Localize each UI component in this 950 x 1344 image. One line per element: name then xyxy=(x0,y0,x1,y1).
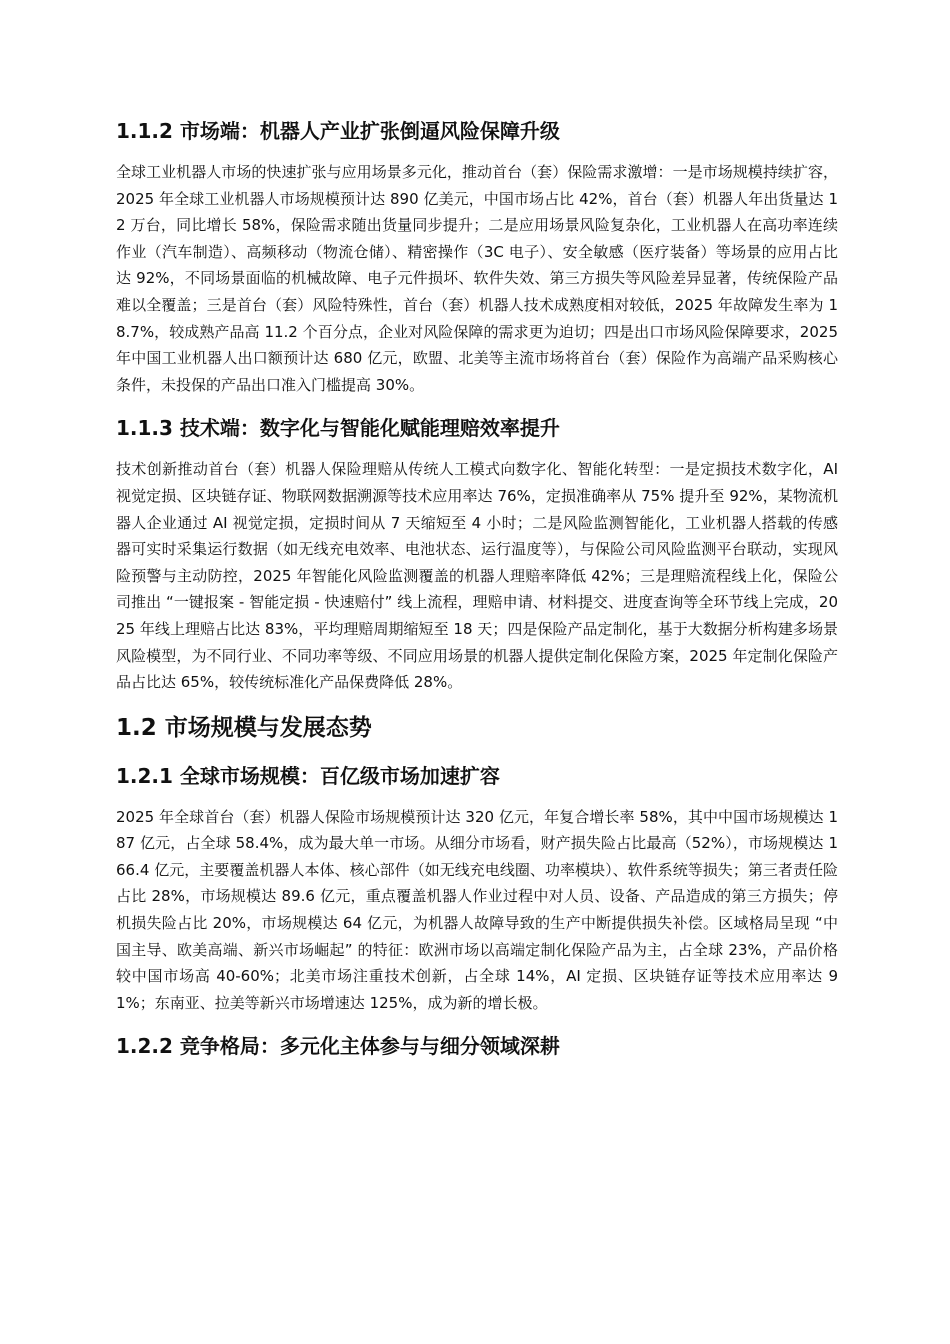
section-paragraph-1-2-1: 2025 年全球首台（套）机器人保险市场规模预计达 320 亿元，年复合增长率 58%，其中中国市场规模达 187 亿元，占全球 58.4%，成为最大单一市场。从细分市场看，财产损失险占比最高（52%），市场规模达 166.4 亿元，主要覆盖机器人本体、核心部件（如无线充电线圈、功率模块）、软件系统等损失；第三者责任险占比 28%，市场规模达 89.6 亿元，重点覆盖机器人作业过程中对人员、设备、产品造成的第三方损失；停机损失险占比 20%，市场规模达 64 亿元，为机器人故障导致的生产中断提供损失补偿。区域格局呈现 “中国主导、欧美高端、新兴市场崛起” 的特征：欧洲市场以高端定制化保险产品为主，占全球 23%，产品价格较中国市场高 40-60%；北美市场注重技术创新，占全球 14%，AI 定损、区块链存证等技术应用率达 91%；东南亚、拉美等新兴市场增速达 125%，成为新的增长极。 xyxy=(116,807,838,1012)
document-page xyxy=(116,115,838,1074)
section-heading-1-2-2: 1.2.2 竞争格局：多元化主体参与与细分领域深耕 xyxy=(116,1034,560,1059)
section-paragraph-1-1-3: 技术创新推动首台（套）机器人保险理赔从传统人工模式向数字化、智能化转型：一是定损技术数字化，AI 视觉定损、区块链存证、物联网数据溯源等技术应用率达 76%，定损准确率从 75% 提升至 92%，某物流机器人企业通过 AI 视觉定损，定损时间从 7 天缩短至 4 小时；二是风险监测智能化，工业机器人搭载的传感器可实时采集运行数据（如无线充电效率、电池状态、运行温度等），与保险公司风险监测平台联动，实现风险预警与主动防控，2025 年智能化风险监测覆盖的机器人理赔率降低 42%；三是理赔流程线上化，保险公司推出 “一键报案 - 智能定损 - 快速赔付” 线上流程，理赔申请、材料提交、进度查询等全环节线上完成，2025 年线上理赔占比达 83%，平均理赔周期缩短至 18 天；四是保险产品定制化，基于大数据分析构建多场景风险模型，为不同行业、不同功率等级、不同应用场景的机器人提供定制化保险方案，2025 年定制化保险产品占比达 65%，较传统标准化产品保费降低 28%。 xyxy=(116,460,838,692)
section-paragraph-1-1-2: 全球工业机器人市场的快速扩张与应用场景多元化，推动首台（套）保险需求激增：一是市场规模持续扩容，2025 年全球工业机器人市场规模预计达 890 亿美元，中国市场占比 42%，首台（套）机器人年出货量达 12 万台，同比增长 58%，保险需求随出货量同步提升；二是应用场景风险复杂化，工业机器人在高功率连续作业（汽车制造）、高频移动（物流仓储）、精密操作（3C 电子）、安全敏感（医疗装备）等场景的应用占比达 92%，不同场景面临的机械故障、电子元件损坏、软件失效、第三方损失等风险差异显著，传统保险产品难以全覆盖；三是首台（套）风险特殊性，首台（套）机器人技术成熟度相对较低，2025 年故障发生率为 18.7%，较成熟产品高 11.2 个百分点，企业对风险保障的需求更为迫切；四是出口市场风险保障要求，2025 年中国工业机器人出口额预计达 680 亿元，欧盟、北美等主流市场将首台（套）保险作为高端产品采购核心条件，未投保的产品出口准入门槛提高 30%。 xyxy=(116,163,838,394)
chapter-heading-1-2: 1.2 市场规模与发展态势 xyxy=(116,714,372,741)
section-heading-1-1-3: 1.1.3 技术端：数字化与智能化赋能理赔效率提升 xyxy=(116,416,560,441)
section-heading-1-2-1: 1.2.1 全球市场规模：百亿级市场加速扩容 xyxy=(116,763,500,788)
section-heading-1-1-2: 1.1.2 市场端：机器人产业扩张倒逼风险保障升级 xyxy=(116,119,560,143)
